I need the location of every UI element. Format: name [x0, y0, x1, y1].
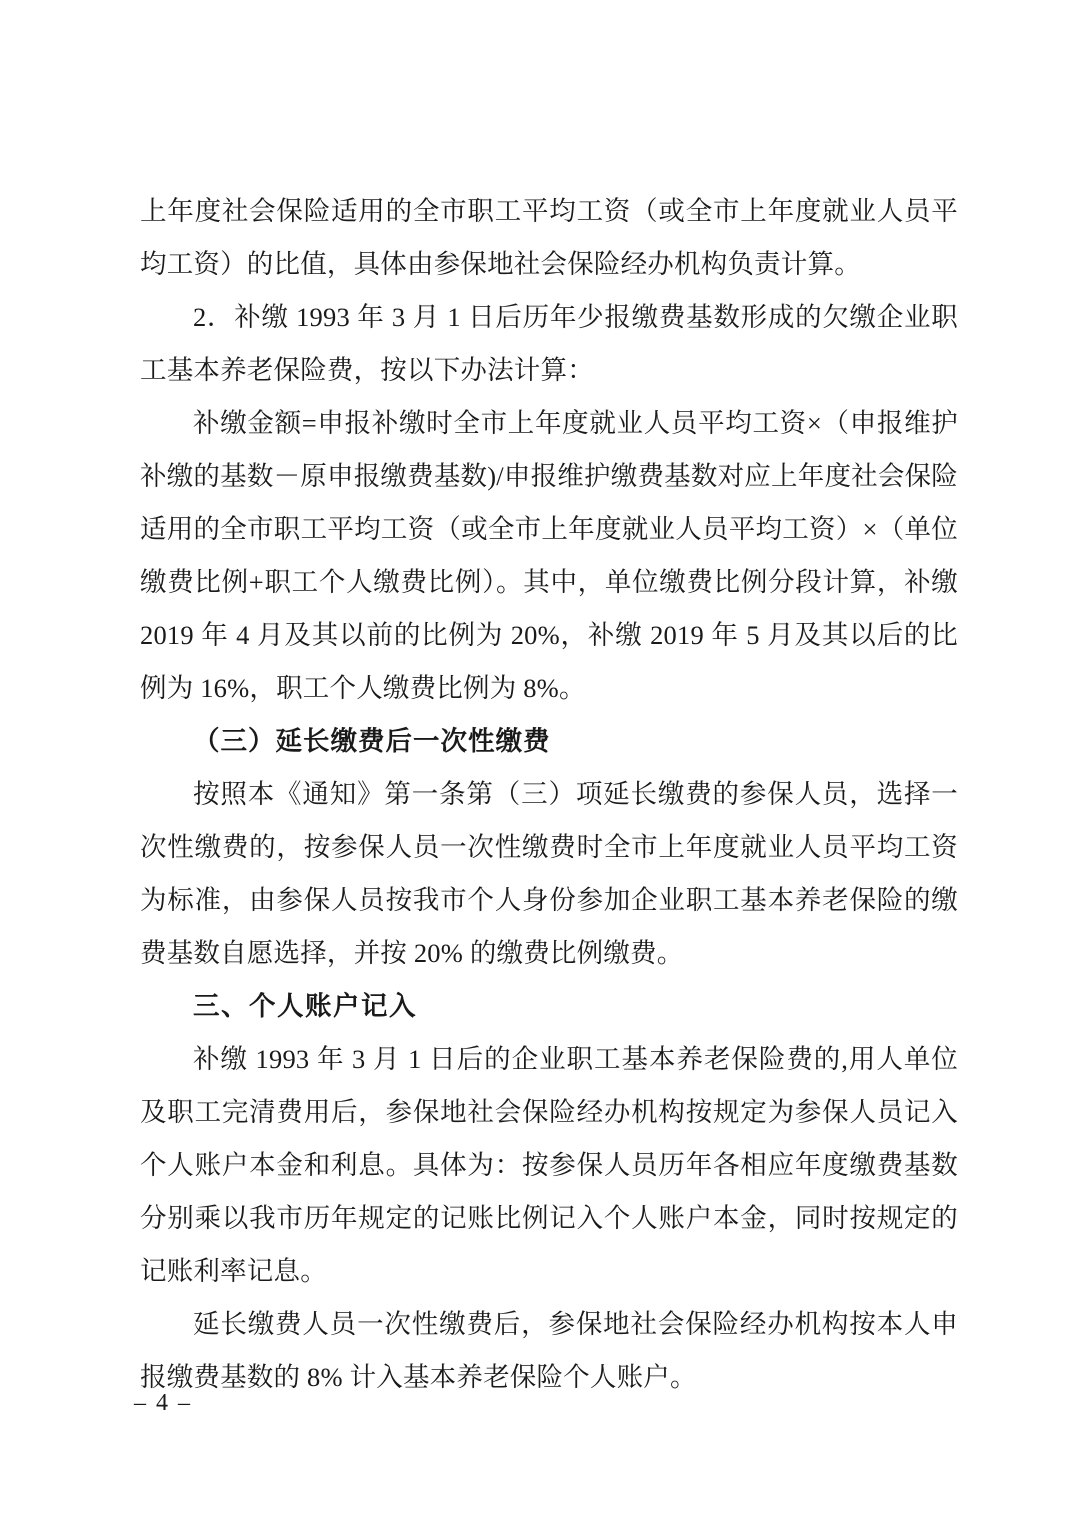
heading-section-three: 三、个人账户记入	[193, 991, 417, 1021]
page-number: – 4 –	[134, 1390, 192, 1416]
paragraph-lump-sum: 按照本《通知》第一条第（三）项延长缴费的参保人员，选择一次性缴费的，按参保人员一次性缴费时全市上年度就业人员平均工资为标准，由参保人员按我市个人身份参加企业职工基本养老保险的缴费基数自愿选择，并按 20% 的缴费比例缴费。	[140, 779, 958, 968]
paragraph-account-record: 补缴 1993 年 3 月 1 日后的企业职工基本养老保险费的,用人单位及职工完清费用后，参保地社会保险经办机构按规定为参保人员记入个人账户本金和利息。具体为：按参保人员历年各相应年度缴费基数分别乘以我市历年规定的记账比例记入个人账户本金，同时按规定的记账利率记息。	[140, 1044, 958, 1286]
paragraph-formula: 补缴金额=申报补缴时全市上年度就业人员平均工资×（申报维护补缴的基数－原申报缴费基数)/申报维护缴费基数对应上年度社会保险适用的全市职工平均工资（或全市上年度就业人员平均工资）×（单位缴费比例+职工个人缴费比例）。其中，单位缴费比例分段计算，补缴 2019 年 4 月及其以前的比例为 20%，补缴 2019 年 5 月及其以后的比例为 16%，职工个人缴费比例为 8%。	[140, 408, 958, 703]
document-body	[140, 185, 958, 1404]
paragraph-extension-payment: 延长缴费人员一次性缴费后，参保地社会保险经办机构按本人申报缴费基数的 8% 计入基本养老保险个人账户。	[140, 1309, 958, 1392]
subheading-section-3: （三）延长缴费后一次性缴费	[193, 726, 551, 756]
paragraph-item-2: 2．补缴 1993 年 3 月 1 日后历年少报缴费基数形成的欠缴企业职工基本养老保险费，按以下办法计算：	[140, 302, 958, 385]
paragraph-continuation: 上年度社会保险适用的全市职工平均工资（或全市上年度就业人员平均工资）的比值，具体由参保地社会保险经办机构负责计算。	[140, 196, 958, 279]
